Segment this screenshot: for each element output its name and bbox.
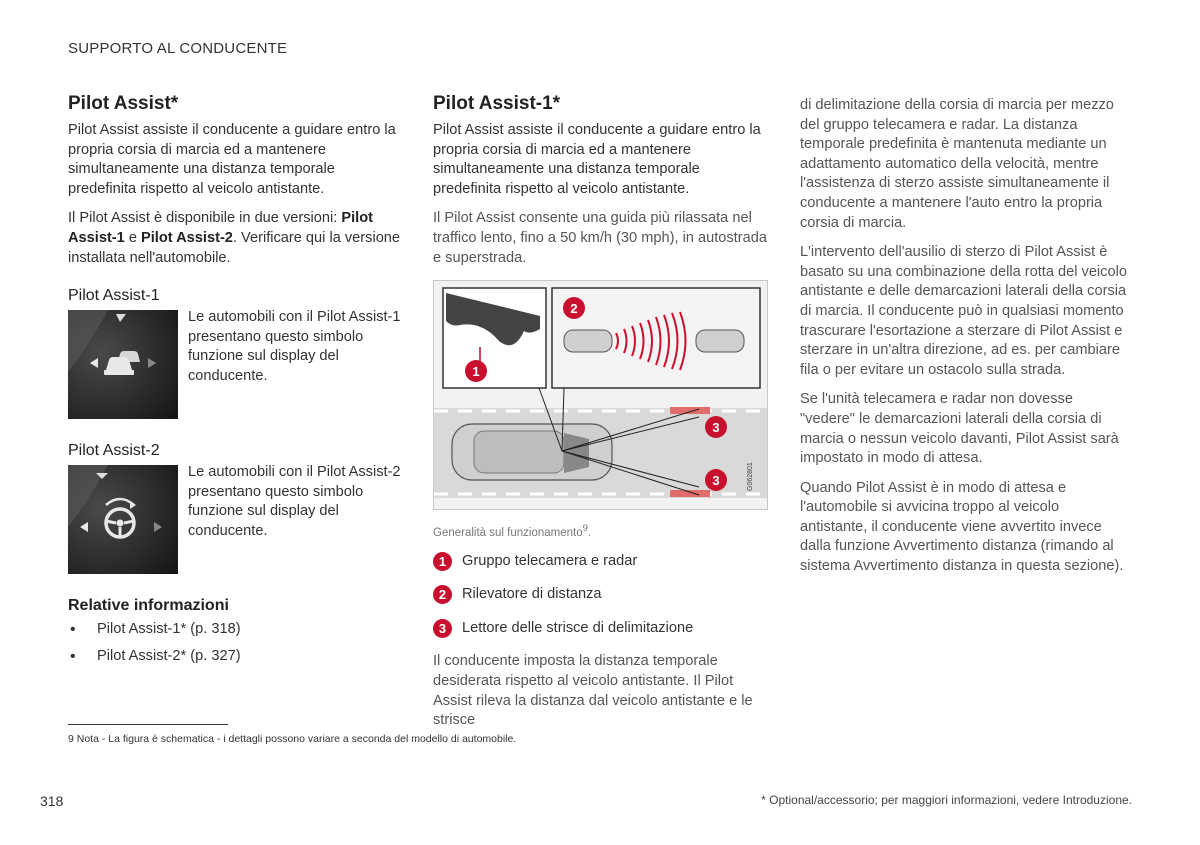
related-heading: Relative informazioni <box>68 597 229 615</box>
column-right <box>800 96 1130 587</box>
versions-and: e <box>124 229 142 246</box>
pa2-symbol-row <box>68 465 403 574</box>
steering-paragraph: L'intervento dell'ausilio di sterzo di Pilot Assist è basato su una combinazione della rotta del veicolo antistante e delle demarcazioni laterali della corsia di marcia. Il conducente può in qualsiasi momento trascurare l'esortazione a sterzare di Pilot Assist e sterzare in un'altra direzione, ad es. per cambiare fila o per evitare un ostacolo sulla strada. <box>800 244 1127 378</box>
legend-badge-3: 3 <box>433 619 452 638</box>
usage-paragraph: Il Pilot Assist consente una guida più rilassata nel traffico lento, fino a 50 km/h (30 mph), in autostrada e superstrada. <box>433 210 767 266</box>
running-header: SUPPORTO AL CONDUCENTE <box>68 40 288 57</box>
footnote: 9 Nota - La figura è schematica - i dettagli possono variare a seconda del modello di automobile. <box>68 733 517 745</box>
section-title: Pilot Assist* <box>68 93 179 114</box>
legend-text-3: Lettore delle strisce di delimitazione <box>462 619 694 636</box>
related-list <box>68 620 403 666</box>
figure-legend <box>433 552 768 639</box>
legend-item-1 <box>433 552 768 572</box>
pa2-heading: Pilot Assist-2 <box>68 442 160 460</box>
caption-footnote-ref[interactable]: 9 <box>582 523 588 535</box>
pa2-display-symbol-image <box>68 465 178 574</box>
caption-end: . <box>587 526 592 539</box>
figure-badge-1: 1 <box>472 364 480 380</box>
optional-note: * Optional/accessorio; per maggiori informazioni, vedere Introduzione. <box>761 793 1132 807</box>
distance-paragraph: Il conducente imposta la distanza temporale desiderata rispetto al veicolo antistante. Il Pilot Assist rileva la distanza dal veicolo antistante e le strisce <box>433 653 753 729</box>
column-left <box>68 93 403 673</box>
caption-text: Generalità sul funzionamento <box>433 526 583 539</box>
intro-paragraph: Pilot Assist assiste il conducente a guidare entro la propria corsia di marcia ed a mantenere simultaneamente una distanza temporale predefinita rispetto al veicolo antistante. <box>68 122 396 197</box>
legend-badge-1: 1 <box>433 552 452 571</box>
legend-text-1: Gruppo telecamera e radar <box>462 552 638 569</box>
versions-prefix: Il Pilot Assist è disponibile in due versioni: <box>68 210 342 227</box>
figure-badge-2: 2 <box>570 301 578 317</box>
distance-warning-paragraph: Quando Pilot Assist è in modo di attesa e l'automobile si avvicina troppo al veicolo antistante, il conducente viene avvertito invece dalla funzione Avvertimento distanza (rimando al sistema Avvertimento distanza in questa sezione). <box>800 479 1124 575</box>
footnote-divider <box>68 724 228 725</box>
version2-label: Pilot Assist-2 <box>141 229 233 246</box>
intro-paragraph-pa1: Pilot Assist assiste il conducente a guidare entro la propria corsia di marcia ed a mantenere simultaneamente una distanza temporale predefinita rispetto al veicolo antistante. <box>433 122 761 197</box>
page-number: 318 <box>40 793 64 809</box>
pa1-display-symbol-image <box>68 310 178 419</box>
pa1-heading: Pilot Assist-1 <box>68 287 160 305</box>
pa1-description: Le automobili con il Pilot Assist-1 presentano questo simbolo funzione sul display del conducente. <box>188 309 401 384</box>
function-overview-figure <box>433 280 768 510</box>
continuation-paragraph: di delimitazione della corsia di marcia per mezzo del gruppo telecamera e radar. La distanza temporale predefinita è mantenuta mediante un adattamento automatico della velocità, mentre l'assistenza di sterzo assiste simultaneamente il conducente a mantenere l'auto entro la propria corsia di marcia. <box>800 97 1114 231</box>
figure-badge-3a: 3 <box>712 420 720 436</box>
version1-label: Pilot Assist-1 <box>68 210 373 246</box>
pa2-description: Le automobili con il Pilot Assist-2 presentano questo simbolo funzione sul display del conducente. <box>188 464 401 539</box>
column-middle <box>433 93 768 741</box>
related-link-pa2[interactable]: • Pilot Assist-2* (p. 327) <box>68 647 403 667</box>
figure-caption <box>433 519 768 543</box>
versions-suffix: . Verificare qui la versione installata nell'automobile. <box>68 229 401 266</box>
legend-item-3 <box>433 619 768 639</box>
legend-text-2: Rilevatore di distanza <box>462 586 602 603</box>
section-title-pa1: Pilot Assist-1* <box>433 93 561 114</box>
versions-paragraph <box>68 209 403 268</box>
pilot-assist-1-icon <box>68 310 178 419</box>
related-link-pa1[interactable]: • Pilot Assist-1* (p. 318) <box>68 620 403 640</box>
pilot-assist-2-icon <box>68 465 178 574</box>
standby-paragraph: Se l'unità telecamera e radar non dovesse "vedere" le demarcazioni laterali della corsia di marcia o nessun veicolo davanti, Pilot Assist sarà impostato in modo di attesa. <box>800 391 1119 467</box>
legend-item-2 <box>433 585 768 605</box>
pilot-assist-diagram <box>434 281 767 509</box>
pa1-symbol-row <box>68 310 403 419</box>
figure-badge-3b: 3 <box>712 473 720 489</box>
figure-code: G062801 <box>747 462 754 492</box>
legend-badge-2: 2 <box>433 585 452 604</box>
